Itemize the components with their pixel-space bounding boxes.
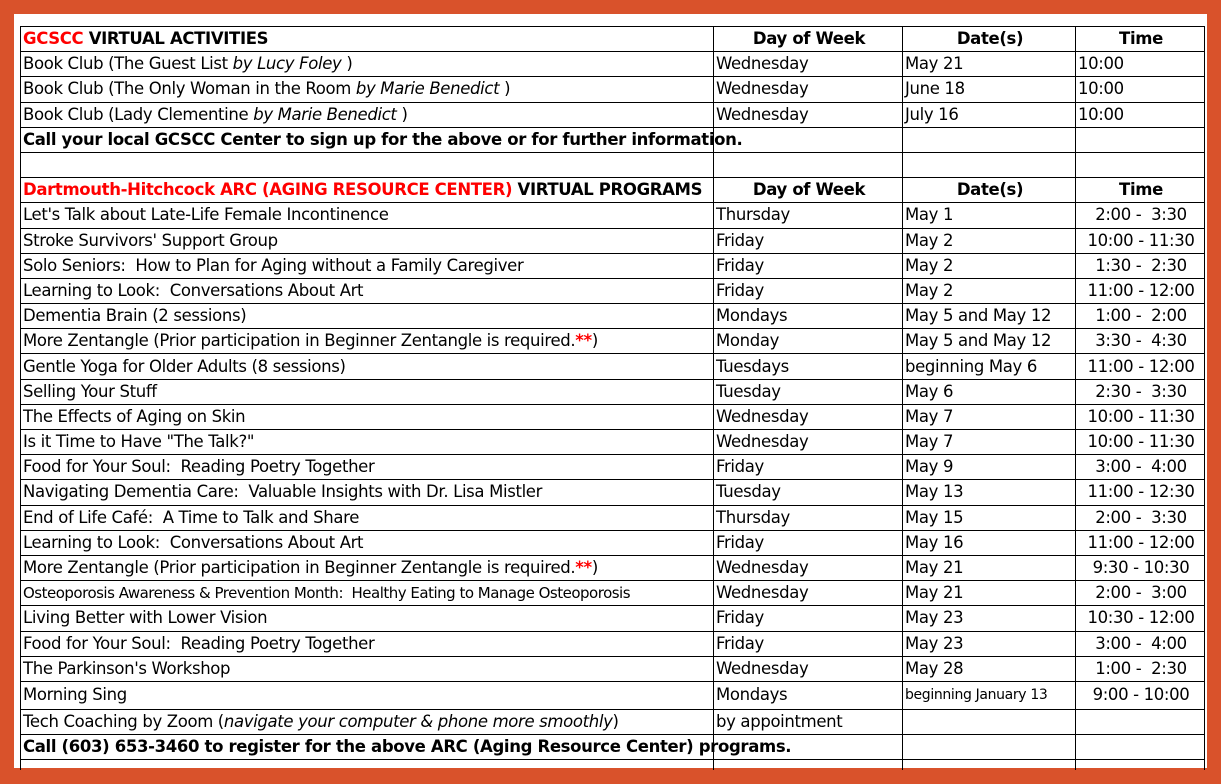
empty-cell: [903, 152, 1076, 177]
arc-title-rest: VIRTUAL PROGRAMS: [512, 180, 703, 200]
col-header-time: Time: [1076, 178, 1205, 203]
activity-text: The Parkinson's Workshop: [23, 658, 231, 678]
activity-text: Solo Seniors: How to Plan for Aging without a Family Caregiver: [23, 255, 524, 275]
activity-close: ): [591, 558, 598, 578]
empty-cell: [1076, 709, 1205, 734]
time-cell: 2:30 - 3:30: [1076, 379, 1205, 404]
day-cell: Tuesdays: [714, 354, 903, 379]
activity-text: Living Better with Lower Vision: [23, 608, 268, 628]
author-text: by Lucy Foley: [232, 54, 342, 74]
day-cell: Wednesday: [714, 52, 903, 77]
activity-cell: [21, 77, 714, 102]
time-cell: 10:30 - 12:00: [1076, 606, 1205, 631]
table-row: [21, 228, 1205, 253]
table-row: [21, 530, 1205, 555]
activity-close: ): [341, 54, 353, 74]
date-cell: May 5 and May 12: [903, 329, 1076, 354]
activity-text: End of Life Café: A Time to Talk and Share: [23, 507, 360, 527]
empty-cell: [21, 152, 714, 177]
tech-coaching-row: [21, 709, 1205, 734]
empty-cell: [1076, 127, 1205, 152]
date-cell: May 7: [903, 430, 1076, 455]
col-header-day: Day of Week: [714, 27, 903, 52]
date-cell: May 1: [903, 203, 1076, 228]
activity-cell: [21, 656, 714, 681]
time-cell: 11:00 - 12:30: [1076, 480, 1205, 505]
date-cell: July 16: [903, 102, 1076, 127]
time-cell: 10:00 - 11:30: [1076, 430, 1205, 455]
time-cell: 10:00 - 11:30: [1076, 404, 1205, 429]
day-cell: Friday: [714, 228, 903, 253]
gcscc-note-row: [21, 127, 1205, 152]
day-cell: Mondays: [714, 304, 903, 329]
day-cell: Wednesday: [714, 555, 903, 580]
day-cell: Friday: [714, 631, 903, 656]
activity-cell: [21, 379, 714, 404]
time-cell: 2:00 - 3:30: [1076, 203, 1205, 228]
date-cell: May 21: [903, 581, 1076, 606]
activity-close: ): [612, 711, 619, 731]
table-row: [21, 102, 1205, 127]
activity-text: Learning to Look: Conversations About Art: [23, 532, 364, 552]
activity-text: Selling Your Stuff: [23, 381, 157, 401]
day-cell: Wednesday: [714, 404, 903, 429]
activity-text: Navigating Dementia Care: Valuable Insights with Dr. Lisa Mistler: [23, 482, 543, 502]
time-cell: 3:30 - 4:30: [1076, 329, 1205, 354]
table-row: [21, 354, 1205, 379]
date-cell: May 7: [903, 404, 1076, 429]
day-cell: by appointment: [714, 709, 903, 734]
time-cell: 10:00 - 11:30: [1076, 228, 1205, 253]
activity-text: Let's Talk about Late-Life Female Incontinence: [23, 205, 389, 225]
date-cell: June 18: [903, 77, 1076, 102]
table-row: [21, 581, 1205, 606]
time-cell: 10:00: [1076, 102, 1205, 127]
activity-text: Book Club (The Guest List: [23, 54, 233, 74]
date-cell: May 2: [903, 253, 1076, 278]
activity-close: ): [591, 331, 598, 351]
date-cell: May 23: [903, 631, 1076, 656]
day-cell: Thursday: [714, 203, 903, 228]
day-cell: Wednesday: [714, 77, 903, 102]
required-marker: **: [575, 558, 592, 578]
activity-cell: [21, 505, 714, 530]
date-cell: May 2: [903, 228, 1076, 253]
table-row: [21, 555, 1205, 580]
activity-text: Food for Your Soul: Reading Poetry Together: [23, 457, 375, 477]
activity-cell: [21, 631, 714, 656]
date-cell: beginning May 6: [903, 354, 1076, 379]
date-cell: May 21: [903, 555, 1076, 580]
date-cell: May 28: [903, 656, 1076, 681]
table-row: [21, 656, 1205, 681]
day-cell: Tuesday: [714, 480, 903, 505]
time-cell: 11:00 - 12:00: [1076, 278, 1205, 303]
empty-cell: [1076, 152, 1205, 177]
empty-cell: [903, 760, 1076, 771]
activity-text: Book Club (The Only Woman in the Room: [23, 79, 356, 99]
spacer-row: [21, 152, 1205, 177]
date-cell: May 15: [903, 505, 1076, 530]
arc-title-red: Dartmouth-Hitchcock ARC (AGING RESOURCE CENTER): [23, 180, 513, 200]
activity-text: Gentle Yoga for Older Adults (8 sessions): [23, 356, 346, 376]
time-cell: 9:00 - 10:00: [1076, 681, 1205, 709]
date-cell: May 16: [903, 530, 1076, 555]
date-cell: May 9: [903, 455, 1076, 480]
date-cell: May 5 and May 12: [903, 304, 1076, 329]
table-row: [21, 505, 1205, 530]
activity-cell: [21, 606, 714, 631]
activity-text: Stroke Survivors' Support Group: [23, 230, 278, 250]
time-cell: 1:30 - 2:30: [1076, 253, 1205, 278]
activity-cell: [21, 52, 714, 77]
table-row: [21, 379, 1205, 404]
activity-cell: [21, 455, 714, 480]
time-cell: 2:00 - 3:00: [1076, 581, 1205, 606]
day-cell: Friday: [714, 606, 903, 631]
gcscc-title-rest: VIRTUAL ACTIVITIES: [83, 29, 269, 49]
col-header-date: Date(s): [903, 27, 1076, 52]
table-row: [21, 203, 1205, 228]
day-cell: Friday: [714, 455, 903, 480]
day-cell: Friday: [714, 530, 903, 555]
day-cell: Friday: [714, 253, 903, 278]
author-text: by Marie Benedict: [253, 104, 397, 124]
activity-cell: [21, 354, 714, 379]
empty-cell: [903, 735, 1076, 760]
col-header-day: Day of Week: [714, 178, 903, 203]
day-cell: Tuesday: [714, 379, 903, 404]
activity-cell: [21, 480, 714, 505]
table-row: [21, 52, 1205, 77]
gcscc-header-row: [21, 27, 1205, 52]
date-cell: May 13: [903, 480, 1076, 505]
time-cell: 10:00: [1076, 52, 1205, 77]
schedule-table: [20, 26, 1205, 770]
time-cell: 11:00 - 12:00: [1076, 530, 1205, 555]
date-cell: May 6: [903, 379, 1076, 404]
col-header-date: Date(s): [903, 178, 1076, 203]
activity-cell: [21, 203, 714, 228]
activity-text: Tech Coaching by Zoom (: [23, 711, 224, 731]
col-header-time: Time: [1076, 27, 1205, 52]
activity-text: Morning Sing: [23, 685, 127, 705]
arc-header-row: [21, 178, 1205, 203]
spacer-row: [21, 760, 1205, 771]
activity-text: Osteoporosis Awareness & Prevention Month: Healthy Eating to Manage Osteoporosis: [23, 584, 631, 603]
day-cell: Friday: [714, 278, 903, 303]
activity-cell: [21, 278, 714, 303]
table-row: [21, 404, 1205, 429]
activity-cell: [21, 555, 714, 580]
date-cell: beginning January 13: [903, 681, 1076, 709]
activity-cell: [21, 709, 714, 734]
empty-cell: [714, 152, 903, 177]
required-marker: **: [575, 331, 592, 351]
day-cell: Thursday: [714, 505, 903, 530]
gcscc-note: Call your local GCSCC Center to sign up for the above or for further information.: [21, 127, 714, 152]
empty-cell: [714, 760, 903, 771]
table-row: [21, 278, 1205, 303]
activity-text: Learning to Look: Conversations About Art: [23, 280, 364, 300]
activity-text: Book Club (Lady Clementine: [23, 104, 254, 124]
empty-cell: [903, 709, 1076, 734]
gcscc-title-red: GCSCC: [23, 29, 84, 49]
empty-cell: [903, 127, 1076, 152]
arc-note: Call (603) 653-3460 to register for the above ARC (Aging Resource Center) programs.: [21, 735, 714, 760]
activity-cell: [21, 304, 714, 329]
empty-cell: [1076, 760, 1205, 771]
activity-text: More Zentangle (Prior participation in Beginner Zentangle is required.: [23, 558, 576, 578]
table-row: [21, 329, 1205, 354]
table-row: [21, 681, 1205, 709]
activity-cell: [21, 681, 714, 709]
activity-cell: [21, 253, 714, 278]
activity-text: Food for Your Soul: Reading Poetry Together: [23, 633, 375, 653]
table-row: [21, 480, 1205, 505]
time-cell: 10:00: [1076, 77, 1205, 102]
day-cell: Wednesday: [714, 430, 903, 455]
table-row: [21, 631, 1205, 656]
activity-cell: [21, 102, 714, 127]
time-cell: 1:00 - 2:30: [1076, 656, 1205, 681]
time-cell: 9:30 - 10:30: [1076, 555, 1205, 580]
arc-section-title: [21, 178, 714, 203]
date-cell: May 21: [903, 52, 1076, 77]
day-cell: Wednesday: [714, 656, 903, 681]
empty-cell: [21, 760, 714, 771]
activity-text: The Effects of Aging on Skin: [23, 406, 246, 426]
activity-text: Dementia Brain (2 sessions): [23, 306, 247, 326]
activity-cell: [21, 581, 714, 606]
table-row: [21, 253, 1205, 278]
activity-cell: [21, 530, 714, 555]
activity-close: ): [396, 104, 408, 124]
table-row: [21, 606, 1205, 631]
activity-close: ): [499, 79, 511, 99]
table-row: [21, 304, 1205, 329]
activity-text: Is it Time to Have "The Talk?": [23, 432, 255, 452]
day-cell: Mondays: [714, 681, 903, 709]
day-cell: Wednesday: [714, 581, 903, 606]
day-cell: Monday: [714, 329, 903, 354]
time-cell: 2:00 - 3:30: [1076, 505, 1205, 530]
time-cell: 3:00 - 4:00: [1076, 631, 1205, 656]
day-cell: Wednesday: [714, 102, 903, 127]
activity-italic-text: navigate your computer & phone more smoothly: [223, 711, 613, 731]
activity-cell: [21, 228, 714, 253]
activity-cell: [21, 430, 714, 455]
author-text: by Marie Benedict: [355, 79, 500, 99]
date-cell: May 2: [903, 278, 1076, 303]
empty-cell: [1076, 735, 1205, 760]
table-row: [21, 430, 1205, 455]
time-cell: 11:00 - 12:00: [1076, 354, 1205, 379]
date-cell: May 23: [903, 606, 1076, 631]
table-row: [21, 77, 1205, 102]
gcscc-section-title: [21, 27, 714, 52]
activity-text: More Zentangle (Prior participation in Beginner Zentangle is required.: [23, 331, 576, 351]
activity-cell: [21, 329, 714, 354]
time-cell: 1:00 - 2:00: [1076, 304, 1205, 329]
activity-cell: [21, 404, 714, 429]
arc-note-row: [21, 735, 1205, 760]
time-cell: 3:00 - 4:00: [1076, 455, 1205, 480]
table-row: [21, 455, 1205, 480]
